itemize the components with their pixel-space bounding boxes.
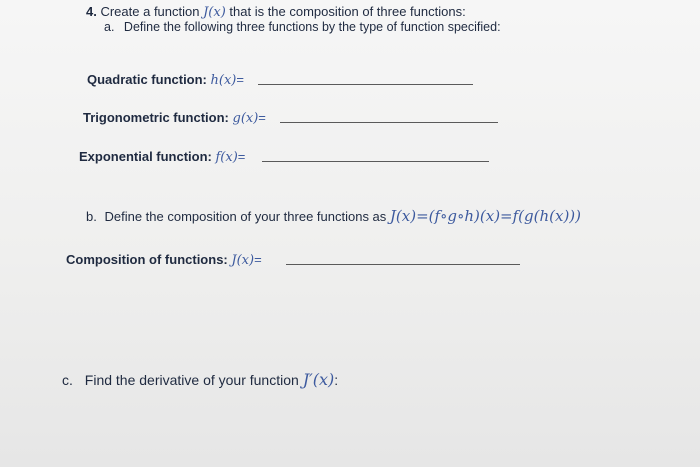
exponential-label: Exponential function: xyxy=(79,149,216,164)
composition-fn: J(x) xyxy=(231,253,255,268)
part-a xyxy=(104,20,501,34)
part-c-text: Find the derivative of your function xyxy=(84,372,303,388)
question-number: 4. xyxy=(86,4,97,19)
exponential-fn: f(x) xyxy=(215,150,238,165)
part-c xyxy=(62,370,338,389)
composition-equals: = xyxy=(254,252,262,267)
part-c-colon: : xyxy=(334,372,339,388)
composition-label: Composition of functions: xyxy=(66,252,232,267)
quadratic-equals: = xyxy=(236,72,244,87)
part-b xyxy=(86,207,581,225)
part-b-text: Define the composition of your three functions as xyxy=(104,209,390,224)
part-a-text: Define the following three functions by the type of function specified: xyxy=(123,20,501,34)
trig-equals: = xyxy=(258,110,266,125)
trig-answer-line[interactable] xyxy=(280,122,498,123)
quadratic-answer-line[interactable] xyxy=(258,84,473,85)
composition-row xyxy=(66,252,262,268)
quadratic-fn: h(x) xyxy=(210,73,237,88)
exponential-equals: = xyxy=(237,149,246,164)
part-c-letter: c. xyxy=(62,372,73,388)
question-4 xyxy=(86,4,466,20)
trig-row xyxy=(83,110,266,126)
derivative-fn: J′(x) xyxy=(302,370,335,389)
part-b-letter: b. xyxy=(86,209,97,224)
composition-answer-line[interactable] xyxy=(286,264,520,265)
exponential-answer-line[interactable] xyxy=(262,161,489,162)
composition-formula: J(x)=(f∘g∘h)(x)=f(g(h(x))) xyxy=(389,207,581,225)
function-J-label: J(x) xyxy=(203,5,226,20)
question-text-pre: Create a function xyxy=(100,4,204,19)
quadratic-label: Quadratic function: xyxy=(87,72,211,87)
exponential-row xyxy=(79,149,245,165)
trig-label: Trigonometric function: xyxy=(83,110,233,125)
trig-fn: g(x) xyxy=(232,111,259,126)
question-text-post: that is the composition of three functions: xyxy=(225,4,466,19)
part-a-letter: a. xyxy=(104,20,115,34)
quadratic-row xyxy=(87,72,244,88)
